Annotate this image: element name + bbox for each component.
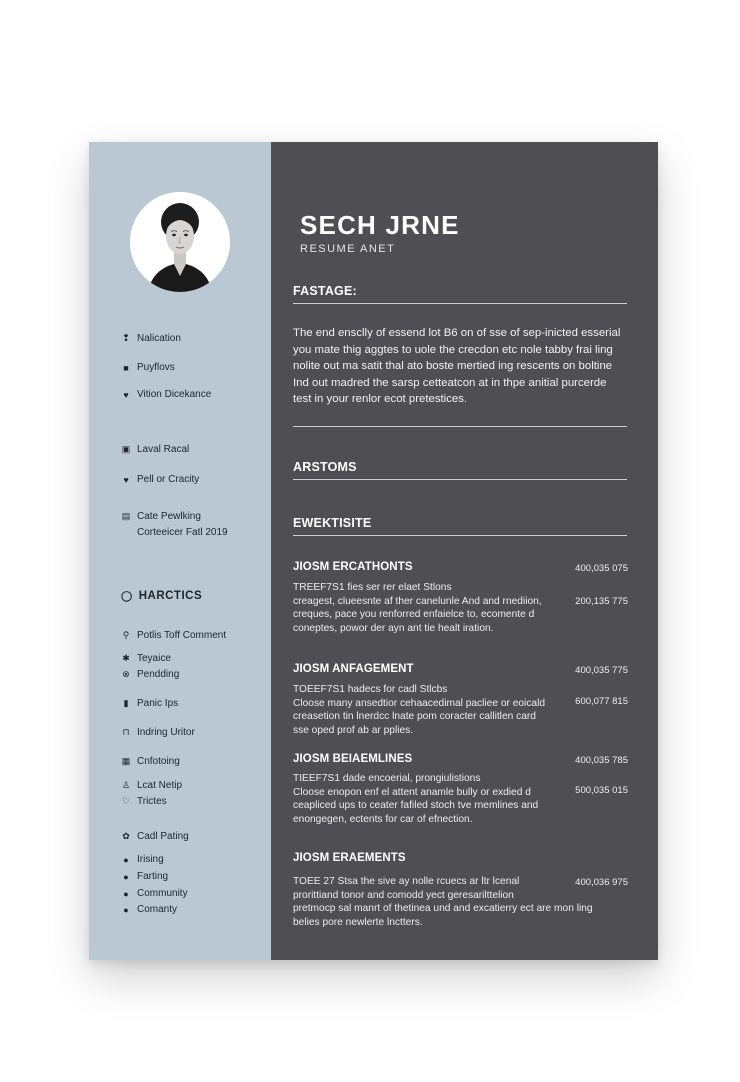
skill-item: ✿ Cadl Pating <box>122 831 189 842</box>
book-icon: ▮ <box>123 698 129 708</box>
bullet-icon: ● <box>123 854 129 865</box>
twitter-icon: ♥ <box>123 389 129 400</box>
bullet-item: ● Comanty <box>121 904 177 915</box>
job-title: JIOSM ANFAGEMENT <box>293 663 414 675</box>
gear-icon: ✱ <box>122 653 130 663</box>
bullet-icon: ● <box>123 871 129 882</box>
briefcase-icon: ▤ <box>121 511 131 521</box>
sidebar <box>89 142 271 960</box>
resume-name: SECH JRNE <box>300 210 460 240</box>
job-description: TOEE 27 Stsa the sive ay nolle rcuecs ar ltr lcenal prorittiand tonor and comodd yect geresarilttelion pretmocp sal manrt of thetinea und and excatierry ect are mon ling belies pore newlerte lnctters. <box>293 876 593 928</box>
detail-document: ▣ Laval Racal <box>121 444 190 455</box>
profile-photo <box>130 192 230 292</box>
job-date: 400,035 785 <box>575 755 628 766</box>
skill-item: ⊗ Pendding <box>122 669 180 680</box>
skill-item: ⊓ Indring Uritor <box>122 727 195 738</box>
resume-sheet <box>89 142 658 960</box>
heart-icon: ♡ <box>121 796 131 806</box>
job-date: 200,135 775 <box>575 596 628 607</box>
key-icon: ⚲ <box>122 630 130 640</box>
job-date: 400,035 775 <box>575 665 628 676</box>
skill-item: ✱ Teyaice <box>122 653 171 664</box>
job-date: 400,036 975 <box>575 877 628 888</box>
main-column <box>271 142 658 960</box>
contact-lock: ■ Puyflovs <box>121 362 175 373</box>
skill-item: ♡ Trictes <box>121 796 167 807</box>
skill-item: ▦ Cnfotoing <box>121 756 180 767</box>
bullet-item: ● Irising <box>121 854 164 865</box>
section-heading-profile: FASTAGE: <box>293 284 627 304</box>
twitter-icon: ♥ <box>123 474 129 485</box>
detail-twitter[interactable]: ♥ Pell or Cracity <box>121 474 199 485</box>
gear-icon: ✿ <box>122 831 130 841</box>
contact-location: ❢ Nalication <box>122 333 181 344</box>
profile-paragraph: The end ensclly of essend lot B6 on of sse of sep-inicted esserial you mate thig aggtes to uole the crecdon etc nole tabby frai ling nolite out ma satit thal ato boste mertied ing rescents on boltine Ind out madred the sarsp cetteatcon at in thpe anitial purcerde test in your renlor ecot pretestices. <box>293 327 621 405</box>
divider <box>293 426 627 427</box>
job-date: 500,035 015 <box>575 785 628 796</box>
skill-item: ▮ Panic Ips <box>121 698 178 709</box>
circle-icon: ◯ <box>121 590 133 602</box>
job-description: TIEEF7S1 dade encoerial, prongiulistions Cloose enopon enf el attent anamle bully or exdied d ceapliced ups to ceater fafiled stoch tve rnemlines and enongegen, ectents for car of efnection. <box>293 773 539 825</box>
link-icon: ⊗ <box>122 669 130 679</box>
skill-item: ⚲ Potlis Toff Comment <box>122 630 227 641</box>
job-title: JIOSM BEIAEMLINES <box>293 753 413 765</box>
person-icon: ♙ <box>121 780 131 790</box>
bullet-item: ● Farting <box>121 871 168 882</box>
bullet-icon: ● <box>123 904 129 915</box>
job-date: 600,077 815 <box>575 696 628 707</box>
bullet-item: ● Community <box>121 888 188 899</box>
detail-work-sub: Corteeicer Fatl 2019 <box>137 527 228 538</box>
section-heading-experience: EWEKTISITE <box>293 516 627 536</box>
location-pin-icon: ❢ <box>122 333 130 343</box>
skill-item: ♙ Lcat Netip <box>121 780 183 791</box>
document-icon: ▣ <box>121 444 131 454</box>
bullet-icon: ● <box>123 888 129 899</box>
resume-subtitle: RESUME ANET <box>300 243 396 255</box>
contact-twitter[interactable]: ♥ Vition Dicekance <box>121 389 211 400</box>
detail-work: ▤ Cate Pewlking <box>121 511 201 522</box>
grid-icon: ▦ <box>121 756 131 766</box>
user-icon: ⊓ <box>122 727 130 737</box>
job-description: TREEF7S1 fies ser rer elaet Stlons creagest, clueesnte af ther canelunle And and rnediion, creques, pace you renforred enfaielce to, ecomente d coneptes, powor der ayn ant tie healt iration. <box>293 582 542 634</box>
job-title: JIOSM ERAEMENTS <box>293 852 406 864</box>
lock-icon: ■ <box>123 362 129 373</box>
job-title: JIOSM ERCATHONTS <box>293 561 413 573</box>
section-heading-2: ARSTOMS <box>293 460 627 480</box>
sidebar-section-heading: ◯ HARCTICS <box>121 590 203 602</box>
job-description: TOEEF7S1 hadecs for cadl Stlcbs Cloose many ansedtior cehaacedimal pacliee or eoicald creasetion tin lnerdcc lnate pom coracter callitlen card sse oped prof ab ar pplies. <box>293 684 546 736</box>
job-date: 400,035 075 <box>575 563 628 574</box>
